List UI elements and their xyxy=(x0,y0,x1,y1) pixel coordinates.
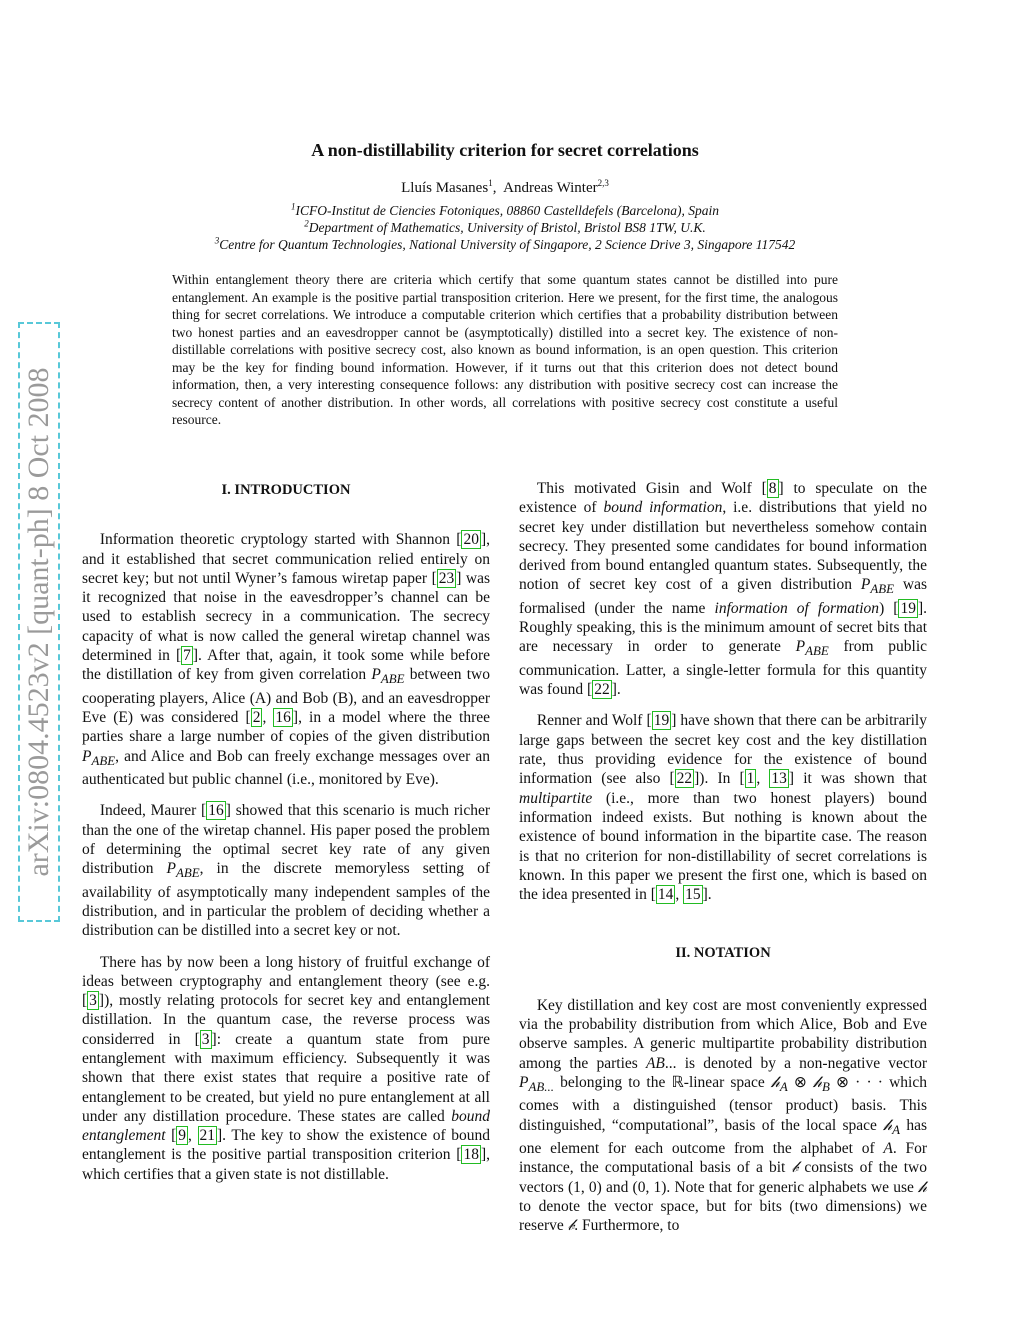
affiliation-num: 3 xyxy=(214,235,220,246)
citation-link[interactable]: 21 xyxy=(199,1127,215,1145)
author-name: Andreas Winter xyxy=(503,180,598,196)
affiliation-text: Centre for Quantum Technologies, National University of Singapore, 2 Science Drive 3, Singapore 117542 xyxy=(219,237,796,252)
affiliations xyxy=(0,202,1010,253)
affiliation xyxy=(0,236,1010,253)
right-column xyxy=(519,479,927,1235)
section-heading: II. NOTATION xyxy=(675,945,771,962)
paragraph: Renner and Wolf [ 19 ] have shown that there can be arbitrarily large gaps between the secret key cost and the key distillation rate, thus providing evidence for the existence of bound information (see also [ 22 ]). In [ 1 , 13 ] it was shown that multipartite (i.e., more than two honest players) bound information indeed exists. But nothing is known about the existence of bound information in the bipartite case. The reason is that no criterion for non-distillability of secret correlations is known. In this paper we present the first one, which is based on the idea presented in [ 14 , 15 ]. xyxy=(519,712,927,904)
affiliation xyxy=(0,202,1010,219)
citation-link[interactable]: 18 xyxy=(463,1146,479,1164)
arxiv-stamp-text: arXiv:0804.4523v2 [quant-ph] 8 Oct 2008 xyxy=(22,367,55,877)
paragraph: There has by now been a long history of fruitful exchange of ideas between cryptography and entanglement theory (see e.g. [ 3 ]), mostly relating protocols for secret key and entanglement distillation. In the quantum case, the reverse process was considerred in [ 3 ]: create a quantum state from pure entanglement with maximum efficiency. Subsequently it was shown that there exist states that require a positive rate of entanglement to be created, but yield no pure entanglement at all under any distillation procedure. These states are called bound entanglement [ 9 , 21 ]. The key to show the existence of bound entanglement is the positive partial transposition criterion [ 18 ], which certifies that a given state is not distillable. xyxy=(82,953,491,1183)
paragraph: Key distillation and key cost are most conveniently expressed via the probability distribution from which Alice, Bob and Eve observe samples. A generic multipartite probability distribution among the parties AB... is denoted by a non-negative vector $P_{AB...}$ belonging to the ℝ-linear space 𝒽$_A$ ⊗ 𝒽$_B$ ⊗ · · · which comes with a distinguished (tensor product) basis. This distinguished, “computational”, basis of the local space 𝒽$_A$ has one element for each outcome from the alphabet of A. For instance, the computational basis of a bit 𝒷 consists of the two vectors (1, 0) and (0, 1). Note that for generic alphabets we use 𝒽 to denote the vector space, but for bits (two dimensions) we reserve 𝒷. Furthermore, to xyxy=(519,996,928,1235)
citation-link[interactable]: 19 xyxy=(653,712,670,730)
author-sup: 1 xyxy=(488,178,493,188)
paragraph: Information theoretic cryptology started with Shannon [ 20 ], and it established that secret communication relied entirely on secret key; but not until Wyner’s famous wiretap paper [ 23 ] was it recognized that noise in the eavesdropper’s channel can be used to establish secrecy in a communication. The secrecy capacity of what is now called the general wiretap channel was determined in [ 7 ]. After that, again, it took some while before the distillation of key from given correlation $P_{ABE}$ between two cooperating players, Alice (A) and Bob (B), and an eavesdropper Eve (E) was considered [ 2 , 16 ], in a model where the three parties share a large number of copies of the given distribution $P_{ABE}$, and Alice and Bob can freely exchange messages over an authenticated but public channel (i.e., monitored by Eve). xyxy=(82,531,491,789)
citation-link[interactable]: 9 xyxy=(178,1127,187,1145)
author-sup: 2,3 xyxy=(597,178,609,188)
left-column xyxy=(82,479,490,1184)
citation-link[interactable]: 14 xyxy=(657,886,674,904)
citation-link[interactable]: 13 xyxy=(771,770,787,788)
citation-link[interactable]: 23 xyxy=(438,569,455,587)
affiliation-num: 2 xyxy=(304,218,309,229)
citation-link[interactable]: 2 xyxy=(252,709,261,727)
author-name: Lluís Masanes xyxy=(401,180,489,196)
affiliation-text: Department of Mathematics, University of Bristol, Bristol BS8 1TW, U.K. xyxy=(308,220,706,235)
citation-link[interactable]: 16 xyxy=(208,802,224,820)
citation-link[interactable]: 22 xyxy=(676,770,693,788)
paper-title: A non-distillability criterion for secret correlations xyxy=(311,140,699,160)
citation-link[interactable]: 1 xyxy=(746,770,755,788)
affiliation-num: 1 xyxy=(290,201,296,212)
citation-link[interactable]: 22 xyxy=(594,681,610,699)
affiliation-text: ICFO-Institut de Ciencies Fotoniques, 08860 Castelldefels (Barcelona), Spain xyxy=(295,203,720,218)
abstract: Within entanglement theory there are criteria which certify that some quantum states cannot be distilled into pure entanglement. An example is the positive partial transposition criterion. Here we present, for the first time, the analogous thing for secret correlations. We introduce a computable criterion which certifies that a probability distribution between two honest parties and an eavesdropper cannot be (asymptotically) distilled into a secret key. The existence of non-distillable correlations with positive secrecy cost, also known as bound information, is an open question. This criterion may be the key for finding bound information. However, if it turns out that this criterion does not detect bound information, then, a very interesting consequence follows: any distribution with positive secrecy cost can increase the secrecy content of another distribution. In other words, all correlations with positive secrecy cost constitute a useful resource. xyxy=(172,272,838,427)
author-list: Lluís Masanes$^1$, Andreas Winter$^{2,3}$ xyxy=(401,178,609,196)
citation-link[interactable]: 20 xyxy=(463,531,479,549)
section-heading: I. INTRODUCTION xyxy=(221,482,351,498)
citation-link[interactable]: 3 xyxy=(201,1030,210,1048)
arxiv-stamp xyxy=(18,322,60,922)
citation-link[interactable]: 16 xyxy=(275,709,291,727)
citation-link[interactable]: 7 xyxy=(183,647,191,665)
paragraph: This motivated Gisin and Wolf [ 8 ] to speculate on the existence of bound information, i.e. distributions that yield no secret key under distillation but nevertheless somehow contain secrecy. They presented some candidates for bound information derived from bound entangled quantum states. Subsequently, the notion of secret key cost of a given distribution $P_{ABE}$ was formalised (under the name information of formation) [ 19 ]. Roughly speaking, this is the minimum amount of secret bits that are necessary in order to generate $P_{ABE}$ from public communication. Latter, a single-letter formula for this quantity was found [ 22 ]. xyxy=(519,480,928,699)
citation-link[interactable]: 3 xyxy=(89,992,97,1010)
affiliation xyxy=(0,219,1010,236)
paragraph: Indeed, Maurer [ 16 ] showed that this scenario is much richer than the one of the wiretap channel. His paper posed the problem of determining the optimal secret key rate of any given distribution $P_{ABE}$, in the discrete memoryless setting of availability of asymptotically many independent samples of the distribution, and in particular the problem of deciding whether a distribution can be distilled into a secret key or not. xyxy=(82,802,490,940)
citation-link[interactable]: 15 xyxy=(685,886,701,904)
citation-link[interactable]: 8 xyxy=(768,480,777,497)
citation-link[interactable]: 19 xyxy=(900,599,916,617)
